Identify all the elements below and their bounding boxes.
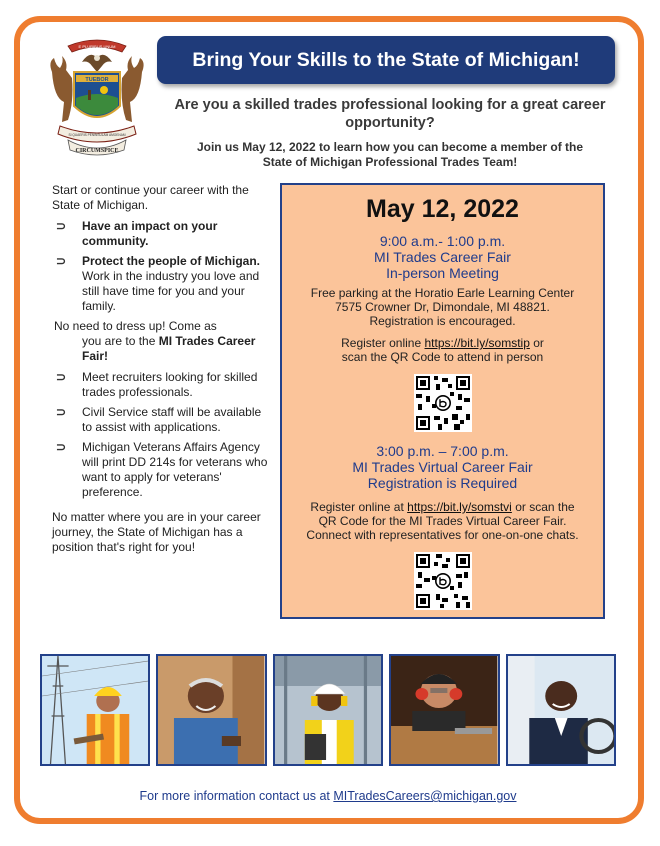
photo-strip [40, 654, 616, 766]
inperson-register-link[interactable]: https://bit.ly/somstip [424, 336, 530, 350]
contact-email-link[interactable]: MITradesCareers@michigan.gov [333, 789, 517, 803]
virtual-register-line-3: Connect with representatives for one-on-one chats. [306, 528, 579, 542]
join-line-1: Join us May 12, 2022 to learn how you can become a member of the [196, 140, 584, 154]
info-recruiters-text: Meet recruiters looking for skilled trades professionals. [82, 370, 258, 399]
inperson-register-line-1 [282, 336, 603, 350]
footer-text: For more information contact us at [139, 789, 334, 803]
carpenter-photo [156, 654, 266, 766]
inperson-time: 9:00 a.m.- 1:00 p.m. [379, 233, 506, 249]
virtual-time: 3:00 p.m. – 7:00 p.m. [376, 443, 509, 459]
virtual-register-link[interactable]: https://bit.ly/somstvi [407, 500, 512, 514]
register-pre: Register online [341, 336, 425, 350]
virtual-register-line-2: QR Code for the MI Trades Virtual Career Fair. [318, 514, 567, 528]
headline-text: Bring Your Skills to the State of Michigan! [192, 48, 580, 71]
arrow-bullet-icon: ⊃ [56, 254, 67, 268]
info-veterans-text: Michigan Veterans Affairs Agency will print DD 214s for veterans who want to apply for veterans' preference. [82, 440, 268, 499]
subtitle-line-2: opportunity? [345, 115, 435, 131]
subtitle-line-1: Are you a skilled trades professional looking for a great career [174, 97, 606, 113]
virtual-fair-name: MI Trades Virtual Career Fair [352, 459, 533, 475]
inperson-register-line-2: scan the QR Code to attend in person [341, 350, 544, 364]
inperson-register [282, 336, 603, 364]
seal-shield-text: TUEBOR [85, 77, 109, 83]
virtual-register-line-1 [282, 500, 603, 514]
seal-bottom-motto: SI QUAERIS PENINSULAM AMOENAM [68, 133, 126, 137]
parking-line-2: 7575 Crowner Dr, Dimondale, MI 48821. [335, 300, 550, 314]
arrow-bullet-icon: ⊃ [56, 370, 67, 384]
benefit-protect-bold: Protect the people of Michigan. [82, 254, 261, 268]
closing-text: No matter where you are in your career journey, the State of Michigan has a position that's right for you! [52, 510, 261, 554]
arrow-bullet-icon: ⊃ [56, 405, 67, 419]
benefit-impact-text: Have an impact on your community. [82, 219, 218, 248]
inperson-details [282, 233, 603, 281]
seal-top-ribbon-text: E PLURIBUS UNUM [78, 44, 116, 49]
event-panel [280, 183, 605, 619]
footer-contact [40, 789, 616, 803]
parking-line-1: Free parking at the Horatio Earle Learning Center [310, 286, 575, 300]
no-dress-line-1: No need to dress up! Come as [54, 319, 217, 333]
virtual-register [282, 500, 603, 542]
arrow-bullet-icon: ⊃ [56, 219, 67, 233]
event-date: May 12, 2022 [366, 195, 519, 223]
info-list [52, 370, 270, 500]
no-dress-line-2 [52, 334, 270, 364]
driver-photo [506, 654, 616, 766]
join-line-2: State of Michigan Professional Trades Team! [262, 155, 518, 169]
benefit-protect-rest: Work in the industry you love and still have time for you and your family. [82, 269, 260, 313]
lineworker-photo [40, 654, 150, 766]
info-civil-service-text: Civil Service staff will be available to assist with applications. [82, 405, 262, 434]
benefit-item-protect [52, 254, 270, 314]
inperson-fair-name: MI Trades Career Fair [374, 249, 511, 265]
seal-circumspice-text: CIRCUMSPICE [75, 148, 119, 154]
virtual-details [282, 443, 603, 491]
benefit-item-impact [52, 219, 270, 249]
register-post: or scan the [511, 500, 575, 514]
intro-text: Start or continue your career with the State of Michigan. [52, 183, 249, 212]
no-dress-up-text [52, 319, 270, 364]
no-dress-fair-name: MI Trades Career Fair! [82, 334, 256, 363]
michigan-seal-icon [38, 32, 156, 157]
left-column [52, 183, 270, 555]
info-item-recruiters [52, 370, 270, 400]
info-item-civil-service [52, 405, 270, 435]
arrow-bullet-icon: ⊃ [56, 440, 67, 454]
virtual-qr-code-icon[interactable] [414, 552, 472, 610]
inperson-qr-code-icon[interactable] [414, 374, 472, 432]
join-text [160, 140, 620, 170]
inspector-photo [273, 654, 383, 766]
parking-line-3: Registration is encouraged. [369, 314, 516, 328]
register-pre: Register online at [310, 500, 408, 514]
subtitle [160, 96, 620, 132]
headline-banner [157, 36, 615, 84]
no-dress-line-2-pre: you are to the [82, 334, 159, 348]
info-item-veterans [52, 440, 270, 500]
inperson-type: In-person Meeting [386, 265, 499, 281]
parking-info [282, 286, 603, 328]
virtual-registration-required: Registration is Required [367, 475, 518, 491]
benefit-list [52, 219, 270, 314]
woodworker-photo [389, 654, 499, 766]
register-post: or [529, 336, 544, 350]
